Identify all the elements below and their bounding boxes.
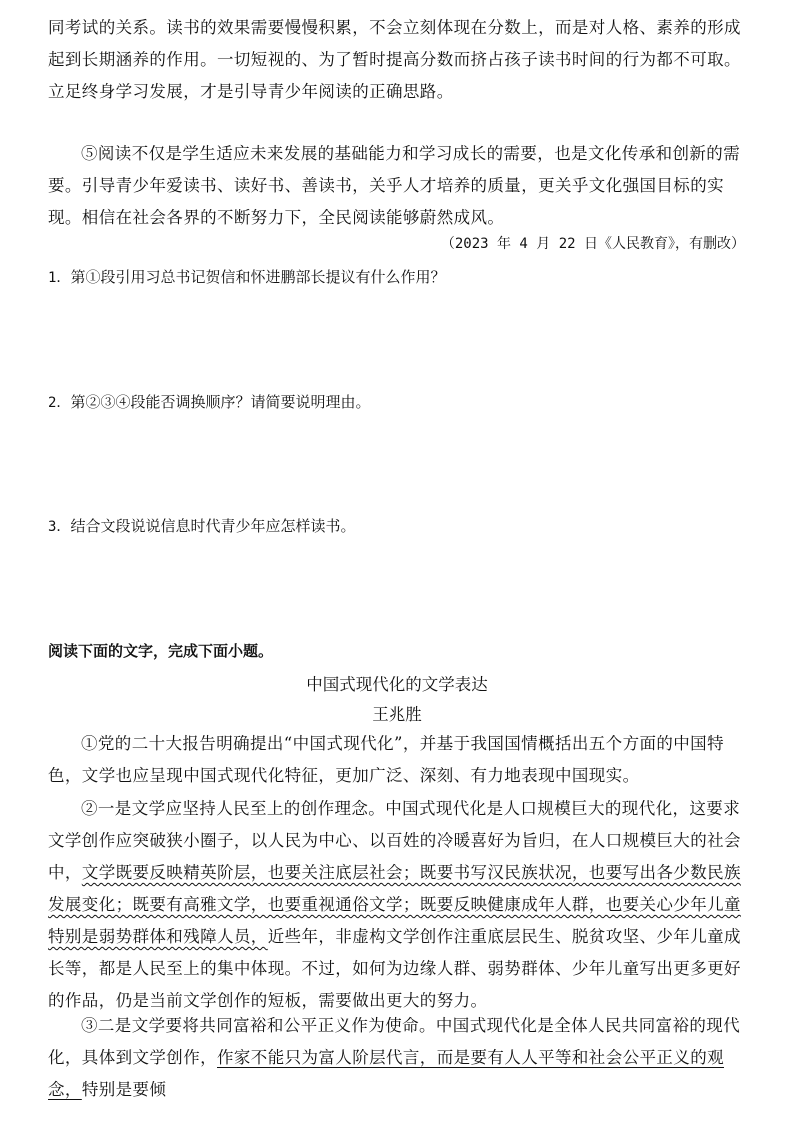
underlined-sentence: 文学既要反映精英阶层，也要关注底层社会；既要书写汉民族状况，也要写出各少数民族发展变化；既要有高雅文学，也要重视通俗文学；既要反映健康成年人群，也要关心少年儿童特别是弱势群体和残障人员， <box>48 863 741 946</box>
article-paragraph-3 <box>48 1010 748 1106</box>
article-paragraph-1: ①党的二十大报告明确提出“中国式现代化”，并基于我国国情概括出五个方面的中国特色，文学也应呈现中国式现代化特征，更加广泛、深刻、有力地表现中国现实。 <box>48 734 724 785</box>
question-number: 1． <box>48 270 71 286</box>
article-title: 中国式现代化的文学表达 <box>306 675 488 694</box>
question-text: 结合文段说说信息时代青少年应怎样读书。 <box>70 517 356 535</box>
question-2 <box>48 391 748 414</box>
article-paragraph-2 <box>48 793 748 1017</box>
question-3 <box>48 515 748 538</box>
question-number: 2． <box>48 395 71 411</box>
reading-instruction: 阅读下面的文字，完成下面小题。 <box>48 642 274 660</box>
question-1 <box>48 266 748 289</box>
paragraph-5: ⑤阅读不仅是学生适应未来发展的基础能力和学习成长的需要，也是文化传承和创新的需要。引导青少年爱读书、读好书、善读书，关乎人才培养的质量，更关乎文化强国目标的实现。相信在社会各界的不断努力下，全民阅读能够蔚然成风。 <box>48 144 741 227</box>
question-text: 第②③④段能否调换顺序？请简要说明理由。 <box>70 393 371 411</box>
paragraph-4-continued: 同考试的关系。读书的效果需要慢慢积累，不会立刻体现在分数上，而是对人格、素养的形成起到长期涵养的作用。一切短视的、为了暂时提高分数而挤占孩子读书时间的行为都不可取。立足终身学习发展，才是引导青少年阅读的正确思路。 <box>48 18 741 101</box>
paragraph-text: 特别是要倾 <box>81 1080 167 1099</box>
question-text: 第①段引用习总书记贺信和怀进鹏部长提议有什么作用？ <box>70 268 446 286</box>
question-number: 3． <box>48 519 71 535</box>
underlined-sentence: 作家不能只为富人阶层代言，而是要有人人平等和社会公平正义的观念， <box>48 1048 724 1099</box>
article-author: 王兆胜 <box>372 705 422 724</box>
paragraph-text: ③二是文学要将共同富裕和公平正义作为使命。中国式现代化是全体人民共同富裕的现代化，具体到文学创作， <box>48 1016 741 1067</box>
source-citation: （2023 年 4 月 22 日《人民教育》，有删改） <box>440 236 745 252</box>
paragraph-text: ②一是文学应坚持人民至上的创作理念。中国式现代化是人口规模巨大的现代化，这要求文学创作应突破狭小圈子，以人民为中心、以百姓的冷暖喜好为旨归，在人口规模巨大的社会中， <box>48 799 741 882</box>
paragraph-text: 近些年，非虚构文学创作注重底层民生、脱贫攻坚、少年儿童成长等，都是人民至上的集中体现。不过，如何为边缘人群、弱势群体、少年儿童写出更多更好的作品，仍是当前文学创作的短板，需要做出更大的努力。 <box>48 927 741 1010</box>
